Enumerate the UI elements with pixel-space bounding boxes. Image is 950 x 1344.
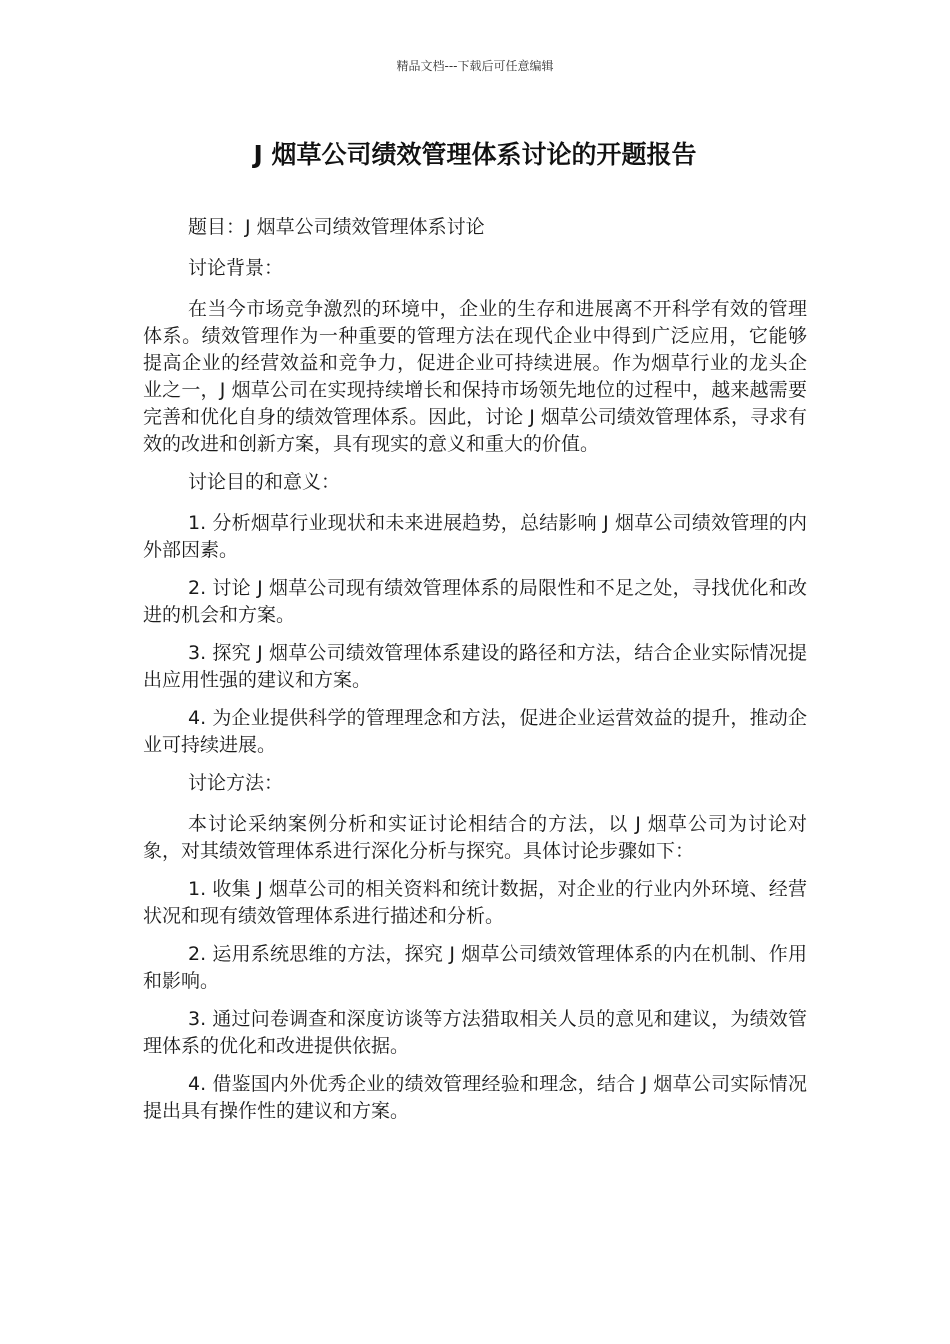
method-step-1: 1. 收集 J 烟草公司的相关资料和统计数据，对企业的行业内外环境、经营状况和现有绩效管理体系进行描述和分析。 [143, 878, 807, 927]
method-step-2: 2. 运用系统思维的方法，探究 J 烟草公司绩效管理体系的内在机制、作用和影响。 [143, 943, 807, 992]
purpose-item-4: 4. 为企业提供科学的管理理念和方法，促进企业运营效益的提升，推动企业可持续进展。 [143, 707, 807, 756]
document-body [143, 214, 807, 1136]
section-heading-method: 讨论方法： [188, 772, 284, 794]
purpose-item-3: 3. 探究 J 烟草公司绩效管理体系建设的路径和方法，结合企业实际情况提出应用性强的建议和方案。 [143, 642, 807, 691]
page-header-note: 精品文档---下载后可任意编辑 [396, 59, 554, 73]
topic-line: 题目：J 烟草公司绩效管理体系讨论 [188, 216, 485, 238]
document-title: J 烟草公司绩效管理体系讨论的开题报告 [253, 140, 697, 169]
purpose-item-1: 1. 分析烟草行业现状和未来进展趋势，总结影响 J 烟草公司绩效管理的内外部因素。 [143, 512, 807, 561]
method-step-4: 4. 借鉴国内外优秀企业的绩效管理经验和理念，结合 J 烟草公司实际情况提出具有操作性的建议和方案。 [143, 1073, 807, 1122]
method-intro-paragraph: 本讨论采纳案例分析和实证讨论相结合的方法，以 J 烟草公司为讨论对象，对其绩效管理体系进行深化分析与探究。具体讨论步骤如下： [143, 813, 807, 862]
section-heading-background: 讨论背景： [188, 257, 284, 279]
section-heading-purpose: 讨论目的和意义： [188, 471, 341, 493]
purpose-item-2: 2. 讨论 J 烟草公司现有绩效管理体系的局限性和不足之处，寻找优化和改进的机会和方案。 [143, 577, 807, 626]
method-step-3: 3. 通过问卷调查和深度访谈等方法猎取相关人员的意见和建议，为绩效管理体系的优化和改进提供依据。 [143, 1008, 807, 1057]
background-paragraph: 在当今市场竞争激烈的环境中，企业的生存和进展离不开科学有效的管理体系。绩效管理作为一种重要的管理方法在现代企业中得到广泛应用，它能够提高企业的经营效益和竞争力，促进企业可持续进展。作为烟草行业的龙头企业之一，J 烟草公司在实现持续增长和保持市场领先地位的过程中，越来越需要完善和优化自身的绩效管理体系。因此，讨论 J 烟草公司绩效管理体系，寻求有效的改进和创新方案，具有现实的意义和重大的价值。 [143, 298, 807, 455]
